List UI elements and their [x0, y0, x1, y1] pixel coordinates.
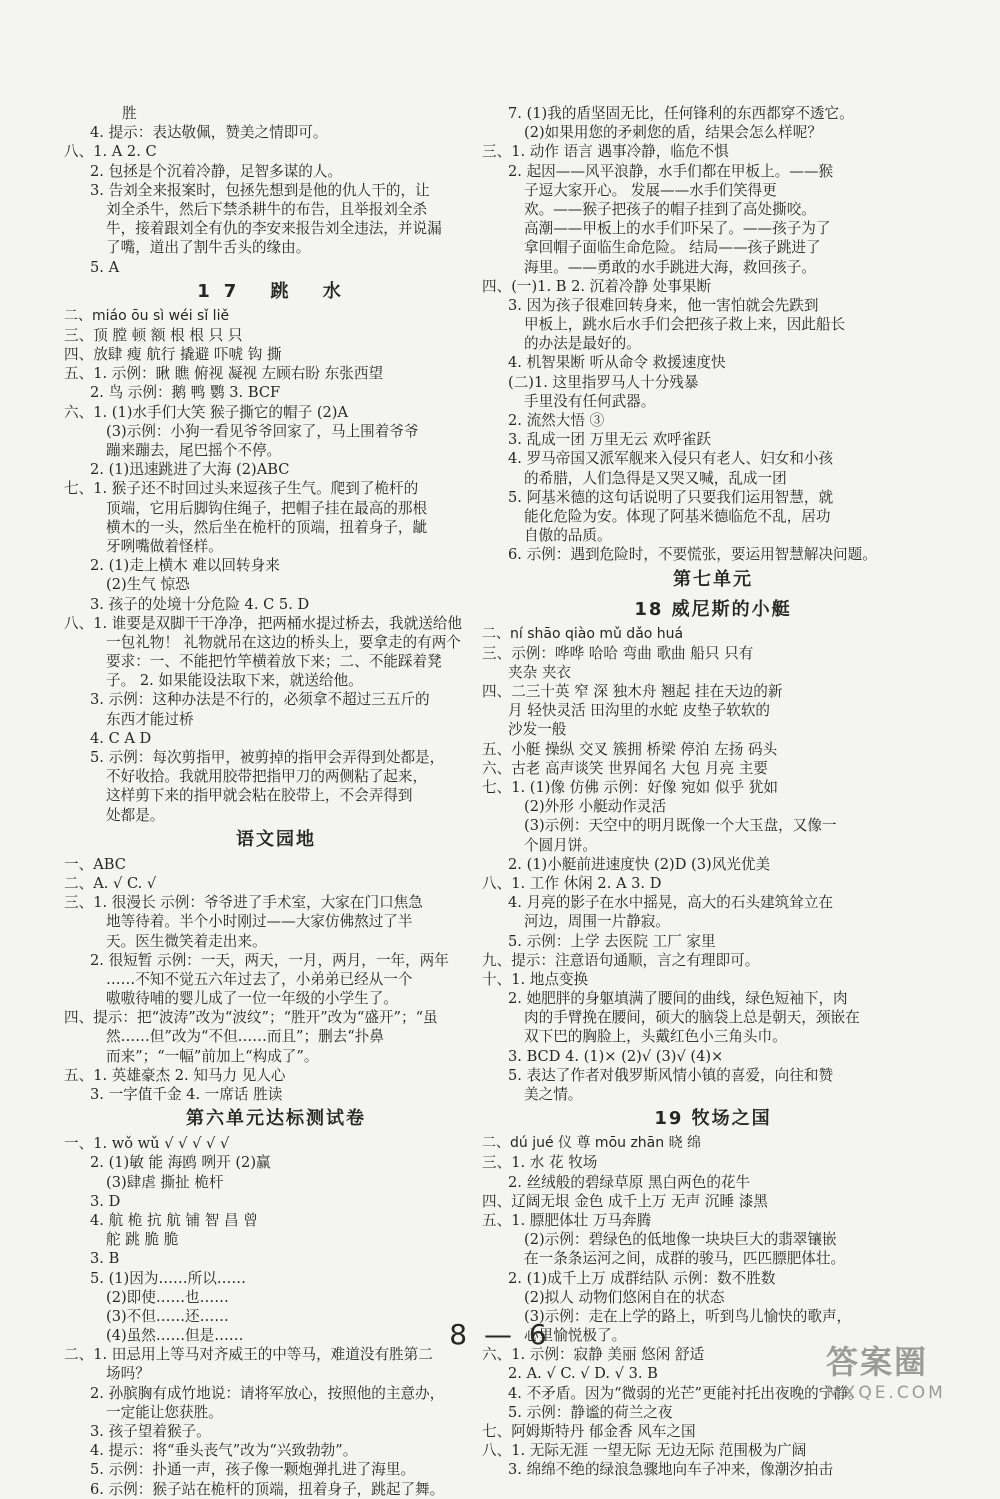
answer-line: 双下巴的胸脸上，头戴红色小三角头巾。	[524, 1028, 787, 1046]
answer-line: 刘全杀牛，然后下禁杀耕牛的布告，且举报刘全杀	[106, 200, 428, 218]
answer-line: 要求：一、不能把竹竿横着放下来；二、不能踩着凳	[106, 653, 442, 671]
answer-line: 3. D	[90, 1192, 121, 1210]
answer-line: 四、二三十英 窄 深 独木舟 翘起 挂在天边的新	[482, 683, 783, 701]
answer-line: 2. (1)小艇前进速度快 (2)D (3)风光优美	[508, 855, 771, 873]
answer-line: 十、1. 地点变换	[482, 970, 589, 988]
answer-line: 3. 一字值千金 4. 一席话 胜读	[90, 1086, 283, 1103]
answer-line: 六、1. 示例：寂静 美丽 悠闲 舒适	[482, 1346, 705, 1364]
answer-line: 3. 因为孩子很难回转身来，他一害怕就会先跌到	[508, 296, 819, 314]
answer-line: 4. 不矛盾。因为“微弱的光芒”更能衬托出夜晚的宁静。	[508, 1384, 863, 1402]
section-heading: 第七单元	[673, 568, 753, 590]
answer-line: 横木的一头，然后坐在桅杆的顶端，扭着身子，龇	[106, 518, 428, 536]
page-number: 8 — 6	[449, 1318, 551, 1351]
answer-line: 美之情。	[524, 1086, 583, 1103]
answer-line: 3. 告刘全来报案时，包拯先想到是他的仇人干的，让	[90, 181, 430, 199]
answer-line: 的希腊，人们急得是又哭又喊，乱成一团	[524, 469, 787, 487]
pinyin-line: 二、dú jué 仪 尊 mōu zhān 晓 绵	[482, 1135, 702, 1152]
answer-line: 二、A. √ C. √	[64, 874, 157, 892]
answer-line: 夹杂 夹衣	[508, 663, 572, 681]
answer-line: 子逗大家开心。 发展——水手们笑得更	[524, 181, 777, 199]
answer-line: 自傲的品质。	[524, 527, 612, 545]
answer-line: 个圆月饼。	[524, 836, 597, 854]
answer-line: 5. 示例：扑通一声，孩子像一颗炮弹扎进了海里。	[90, 1461, 416, 1479]
answer-line: 能化危险为安。体现了阿基米德临危不乱，居功	[524, 507, 831, 525]
answer-line: 这样剪下来的指甲就会粘在胶带上，不会弄得到	[106, 787, 413, 805]
answer-line: 2. (1)迅速跳进了大海 (2)ABC	[90, 461, 290, 479]
answer-line: 手里没有任何武器。	[524, 392, 656, 410]
answer-line: 而来”；“一幅”前加上“构成了”。	[106, 1047, 319, 1065]
answer-line: (2)即使……也……	[106, 1288, 229, 1306]
answer-line: 牙咧嘴做着怪样。	[106, 537, 223, 555]
answer-line: 子。 2. 如果能设法取下来，就送给他。	[106, 672, 363, 690]
answer-line: 五、小艇 操纵 交叉 簇拥 桥梁 停泊 左扬 码头	[482, 740, 778, 758]
answer-line: 5. 示例：每次剪指甲，被剪掉的指甲会弄得到处都是，	[90, 749, 445, 766]
pinyin-line: 二、miáo ōu sì wéi sǐ liě	[64, 307, 230, 324]
answer-line: 3. 示例：这种办法是不行的，必须拿不超过三五斤的	[90, 691, 430, 709]
answer-line: 甲板上，跳水后水手们会把孩子救上来，因此船长	[524, 316, 846, 334]
answer-line: 4. 机智果断 听从命令 救援速度快	[508, 354, 726, 372]
answer-line: 六、古老 高声谈笑 世界闻名 大包 月亮 主要	[482, 759, 768, 777]
section-heading: 18 威尼斯的小艇	[634, 598, 792, 620]
answer-line: 5. A	[90, 258, 120, 276]
answer-line: 2. 流然大悟 ③	[508, 412, 605, 429]
answer-line: 2. 起因——风平浪静，水手们都在甲板上。——猴	[508, 162, 834, 180]
answer-line: (2)如果用您的矛刺您的盾，结果会怎么样呢？	[524, 124, 822, 142]
watermark-logo	[826, 1342, 986, 1412]
answer-line: (4)虽然……但是……	[106, 1327, 244, 1345]
answer-line: 四、放肆 瘦 航行 撬避 吓唬 钩 撕	[64, 346, 282, 364]
answer-line: 九、提示：注意语句通顺，言之有理即可。	[482, 951, 760, 969]
answer-line: 2. 鸟 示例：鹅 鸭 鹦 3. BCF	[90, 384, 281, 402]
answer-line: 肉的手臂挽在腰间，硕大的脑袋上总是朝天，颈嵌在	[524, 1009, 860, 1027]
answer-line: 场吗？	[106, 1365, 150, 1383]
answer-line: (3)示例：天空中的明月既像一个大玉盘，又像一	[524, 817, 837, 835]
answer-line: (3)肆虐 撕扯 桅杆	[106, 1173, 224, 1191]
answer-line: (2)示例：碧绿色的低地像一块块巨大的翡翠镶嵌	[524, 1231, 837, 1249]
answer-line: 七、1. 猴子还不时回过头来逗孩子生气。爬到了桅杆的	[64, 480, 419, 498]
answer-line: 河边，周围一片静寂。	[524, 913, 670, 931]
answer-line: 了嘴，道出了割牛舌头的缘由。	[106, 239, 311, 257]
answer-line: 3. BCD 4. (1)× (2)√ (3)√ (4)×	[508, 1047, 724, 1065]
answer-line: 在一条条运河之间，成群的骏马，匹匹膘肥体壮。	[524, 1250, 846, 1268]
answer-line: 七、阿姆斯特丹 郁金香 风车之国	[482, 1423, 696, 1440]
answer-line: 欢。——猴子把孩子的帽子挂到了高处撕咬。	[524, 200, 816, 218]
answer-line: 4. C A D	[90, 729, 152, 747]
pinyin-line: 二、ní shāo qiào mǔ dǎo huá	[482, 625, 684, 642]
answer-line: 2. (1)走上横木 难以回转身来	[90, 557, 280, 575]
answer-line: 嗷嗷待哺的婴儿成了一位一年级的小学生了。	[106, 990, 398, 1008]
answer-line: (3)示例：走在上学的路上，听到鸟儿愉快的歌声，	[524, 1307, 852, 1325]
answer-line: 胜	[122, 105, 137, 122]
answer-line: 一、ABC	[64, 855, 126, 873]
answer-line: 5. 表达了作者对俄罗斯风情小镇的喜爱，向往和赞	[508, 1066, 834, 1084]
answer-line: 4. 提示：将“垂头丧气”改为“兴致勃勃”。	[90, 1442, 358, 1460]
answer-line: 3. 绵绵不绝的绿浪急骤地向车子冲来，像潮汐拍击	[508, 1461, 834, 1479]
answer-line: 六、1. (1)水手们大笑 猴子撕它的帽子 (2)A	[64, 403, 349, 421]
answer-line: 6. 示例：遇到危险时，不要慌张，要运用智慧解决问题。	[508, 546, 877, 564]
answer-line: 5. 阿基米德的这句话说明了只要我们运用智慧，就	[508, 488, 834, 506]
answer-line: 地等待着。半个小时刚过——大家仿佛熬过了半	[106, 913, 413, 931]
answer-line: 3. B	[90, 1250, 120, 1268]
answer-line: (3)不但……还……	[106, 1307, 229, 1325]
answer-line: 三、1. 很漫长 示例：爷爷进了手术室，大家在门口焦急	[64, 894, 423, 912]
answer-line: 处都是。	[106, 806, 165, 824]
section-heading: 19 牧场之国	[654, 1108, 772, 1130]
answer-line: 牛，接着跟刘全有仇的李安来报告刘全违法，并说漏	[106, 220, 442, 238]
answer-line: 4. 罗马帝国又派军舰来入侵只有老人、妇女和小孩	[508, 450, 834, 468]
answer-line: 5. 示例：静谧的荷兰之夜	[508, 1403, 673, 1421]
answer-line: 东西才能过桥	[106, 710, 194, 728]
answer-line: 四、辽阔无垠 金色 成千上万 无声 沉睡 漆黑	[482, 1192, 768, 1210]
answer-line: (二)1. 这里指罗马人十分残暴	[508, 373, 699, 391]
answer-line: 4. 提示：表达敬佩，赞美之情即可。	[90, 124, 328, 142]
answer-line: 顶端，它用后脚钩住绳子，把帽子挂在最高的那根	[106, 499, 428, 517]
answer-line: 然……但”改为“不但……而且”；删去“扑鼻	[106, 1028, 384, 1046]
answer-line: 2. 丝绒般的碧绿草原 黑白两色的花牛	[508, 1173, 751, 1191]
answer-line: 高潮——甲板上的水手们吓呆了。——孩子为了	[524, 220, 831, 238]
answer-line: 四、(一)1. B 2. 沉着冷静 处事果断	[482, 277, 712, 295]
answer-line: ……不知不觉五六年过去了，小弟弟已经从一个	[106, 970, 413, 988]
watermark-title: 答案圈	[826, 1343, 929, 1381]
answer-line: (2)外形 小艇动作灵活	[524, 798, 667, 816]
answer-line: (2)生气 惊恐	[106, 576, 190, 594]
answer-line: 三、顶 膛 顿 额 根 根 只 只	[64, 326, 243, 344]
answer-line: 八、1. 谁要是双脚干干净净，把两桶水提过桥去，我就送给他	[64, 614, 463, 632]
answer-line: 2. 她肥胖的身躯填满了腰间的曲线，绿色短袖下，肉	[508, 990, 848, 1008]
answer-line: 海里。——勇敢的水手跳进大海，救回孩子。	[524, 258, 816, 276]
answer-line: 6. 示例：猴子站在桅杆的顶端，扭着身子，跳起了舞。	[90, 1480, 445, 1498]
answer-line: 舵 跳 脆 脆	[106, 1231, 179, 1249]
answer-line: 的办法是最好的。	[524, 335, 641, 353]
answer-line: 2. 孙膑胸有成竹地说：请将军放心，按照他的主意办，	[90, 1384, 445, 1402]
right-column	[482, 104, 944, 1480]
answer-line: 一包礼物！ 礼物就吊在这边的桥头上，要拿走的有两个	[106, 633, 461, 651]
answer-line: 2. 包拯是个沉着冷静，足智多谋的人。	[90, 162, 343, 180]
answer-line: (2)拟人 动物们悠闲自在的状态	[524, 1288, 725, 1306]
section-heading: 17 跳 水	[197, 280, 355, 302]
section-heading: 第六单元达标测试卷	[186, 1108, 366, 1130]
answer-line: 7. (1)我的盾坚固无比，任何锋利的东西都穿不透它。	[508, 105, 854, 122]
answer-line: 五、1. 英雄豪杰 2. 知马力 见人心	[64, 1066, 286, 1084]
answer-line: 5. (1)因为……所以……	[90, 1269, 246, 1287]
answer-line: (3)示例：小狗一看见爷爷回家了，马上围着爷爷	[106, 422, 419, 440]
answer-line: 五、1. 示例：瞅 瞧 俯视 凝视 左顾右盼 东张西望	[64, 365, 384, 383]
left-column	[64, 104, 488, 1499]
section-heading: 语文园地	[236, 828, 316, 850]
answer-line: 4. 航 桅 抗 航 铺 智 昌 曾	[90, 1211, 258, 1229]
answer-line: 一定能让您获胜。	[106, 1403, 223, 1421]
answer-line: 心里愉悦极了。	[524, 1327, 627, 1345]
answer-line: 七、1. (1)像 仿佛 示例：好像 宛如 似乎 犹如	[482, 779, 778, 796]
watermark-url: MXQE.COM	[826, 1383, 946, 1403]
answer-line: 4. 月亮的影子在水中摇晃，高大的石头建筑耸立在	[508, 894, 834, 912]
answer-line: 蹦来蹦去，尾巴摇个不停。	[106, 442, 282, 459]
answer-line: 2. A. √ C. √ D. √ 3. B	[508, 1365, 658, 1383]
answer-line: 二、1. 田忌用上等马对齐威王的中等马，难道没有胜第二	[64, 1346, 433, 1364]
answer-line: 3. 乱成一团 万里无云 欢呼雀跃	[508, 431, 711, 449]
answer-line: 天。医生微笑着走出来。	[106, 932, 267, 950]
answer-line: 三、1. 水 花 牧场	[482, 1154, 598, 1172]
answer-line: 3. 孩子的处境十分危险 4. C 5. D	[90, 595, 310, 613]
answer-line: 四、提示：把“波涛”改为“波纹”；“胜开”改为“盛开”；“虽	[64, 1009, 438, 1027]
answer-line: 不好收拾。我就用胶带把指甲刀的两侧粘了起来，	[106, 768, 428, 786]
answer-line: 3. 孩子望着猴子。	[90, 1423, 211, 1440]
answer-line: 五、1. 膘肥体壮 万马奔腾	[482, 1211, 652, 1229]
answer-line: 2. 很短暂 示例：一天，两天，一月，两月，一年，两年	[90, 951, 449, 969]
answer-line: 拿回帽子面临生命危险。 结局——孩子跳进了	[524, 239, 821, 257]
answer-line: 沙发一般	[508, 721, 567, 739]
answer-line: 三、1. 动作 语言 遇事冷静，临危不惧	[482, 143, 729, 161]
answer-line: 一、1. wǒ wǔ √ √ √ √ √	[64, 1135, 230, 1153]
answer-line: 八、1. 无际无涯 一望无际 无边无际 范围极为广阔	[482, 1442, 807, 1460]
answer-line: 2. (1)成千上万 成群结队 示例：数不胜数	[508, 1269, 776, 1287]
answer-line: 三、示例：哗哗 哈哈 弯曲 歌曲 船只 只有	[482, 644, 754, 662]
answer-line: 八、1. 工作 休闲 2. A 3. D	[482, 874, 662, 892]
answer-line: 月 轻快灵活 田沟里的水蛇 皮垫子软软的	[508, 702, 771, 720]
answer-line: 八、1. A 2. C	[64, 143, 157, 161]
answer-line: 5. 示例：上学 去医院 工厂 家里	[508, 932, 716, 950]
answer-line: 2. (1)敏 能 海鸥 咧开 (2)赢	[90, 1154, 271, 1172]
